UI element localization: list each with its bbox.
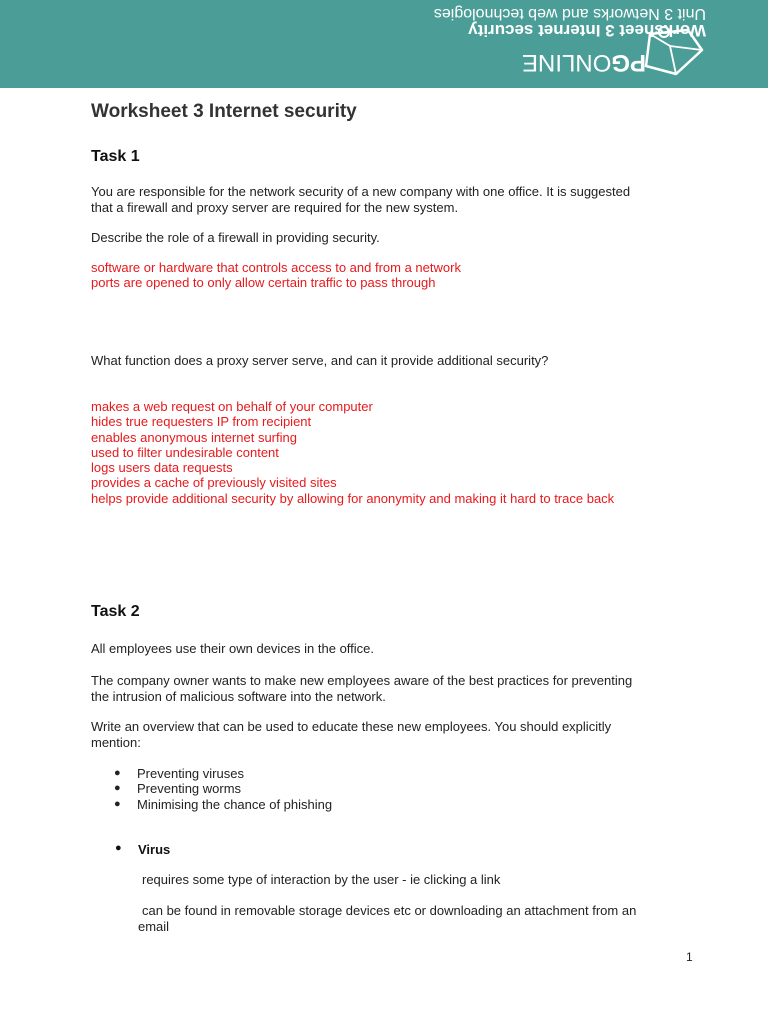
answer-line: provides a cache of previously visited sites [91,475,337,491]
virus-line2b: email [138,918,170,934]
task2-para2-line2: the intrusion of malicious software into the network. [91,688,386,704]
task1-question2: What function does a proxy server serve, and can it provide additional security? [91,353,549,368]
virus-line2 [138,903,698,934]
task2-para2 [91,673,691,704]
header-band [0,0,768,88]
task2-para3-line2: mention: [91,734,141,750]
list-item-label: Preventing viruses [137,766,244,781]
task2-para1: All employees use their own devices in the office. [91,641,375,656]
task2-bullet-list [91,766,332,812]
task1-answer2 [91,399,691,506]
task1-question1: Describe the role of a firewall in providing security. [91,230,380,245]
task1-intro-line2: that a firewall and proxy server are required for the new system. [91,199,459,215]
answer-line: used to filter undesirable content [91,444,279,460]
answer-line: software or hardware that controls access to and from a network [91,260,461,275]
header-flipped-content [0,0,768,88]
bullet-icon: ● [114,782,121,795]
bullet-icon: ● [114,767,121,779]
answer-line: makes a web request on behalf of your computer [91,399,373,414]
answer-line: hides true requesters IP from recipient [91,414,312,430]
virus-line2a: can be found in removable storage devices etc or downloading an attachment from an [142,903,637,918]
task1-intro-line1: You are responsible for the network security of a new company with one office. It is suggested [91,184,631,199]
task1-answer1 [91,260,691,291]
task2-heading: Task 2 [91,603,140,620]
virus-heading [91,842,170,857]
list-item-label: Minimising the chance of phishing [137,796,333,812]
task1-heading: Task 1 [91,148,140,165]
answer-line: ports are opened to only allow certain traffic to pass through [91,275,436,291]
task1-intro [91,184,691,215]
answer-line: logs users data requests [91,460,233,476]
page-number: 1 [686,950,693,964]
list-item-label: Preventing worms [137,781,242,797]
virus-heading-label: Virus [138,842,171,857]
answer-line: enables anonymous internet surfing [91,429,297,445]
virus-line1: requires some type of interaction by the user - ie clicking a link [142,872,501,887]
header-subtitle: Unit 3 Networks and web technologies [433,5,706,22]
task2-para2-line1: The company owner wants to make new employees aware of the best practices for preventing [91,673,633,688]
logo-text [522,48,646,76]
list-item [91,766,332,781]
task2-para3-line1: Write an overview that can be used to educate these new employees. You should explicitly [91,719,612,734]
list-item [91,781,332,796]
answer-line: helps provide additional security by allowing for anonymity and making it hard to trace back [91,490,615,506]
task2-para3 [91,719,691,750]
logo-text-bold: PG [611,49,646,76]
logo-text-light: ONLINE [521,49,612,76]
bullet-icon: ● [114,797,121,810]
page-title: Worksheet 3 Internet security [91,101,357,122]
bullet-icon: ● [115,842,122,854]
list-item [91,797,332,812]
header-title: Worksheet 3 Internet security [468,21,706,40]
